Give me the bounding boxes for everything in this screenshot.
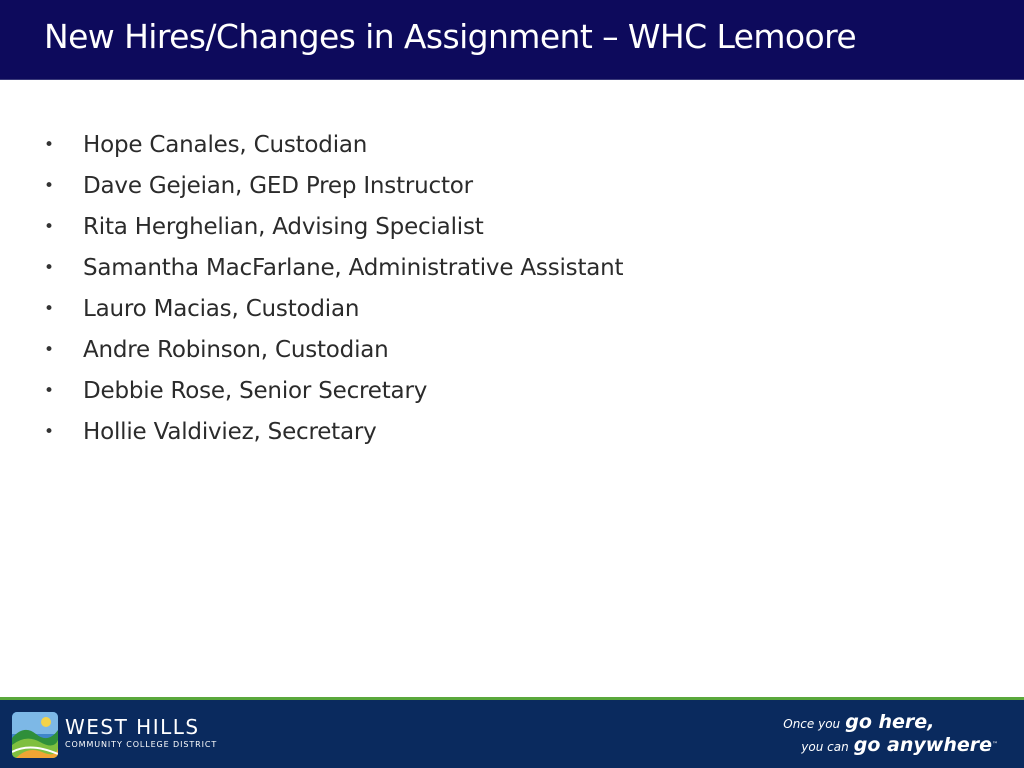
list-item-text: Dave Gejeian, GED Prep Instructor [83,172,473,199]
list-item-text: Rita Herghelian, Advising Specialist [83,213,484,240]
list-item-text: Andre Robinson, Custodian [83,336,389,363]
list-item-text: Lauro Macias, Custodian [83,295,360,322]
list-item [44,411,623,452]
list-item-text: Debbie Rose, Senior Secretary [83,377,428,404]
bullet-list [44,124,623,452]
list-item [44,329,623,370]
bullet-icon: • [44,216,54,237]
tagline-big-2: go anywhere [853,734,992,756]
bullet-icon: • [44,175,54,196]
title-bar [0,0,1024,80]
list-item-text: Samantha MacFarlane, Administrative Assistant [83,254,624,281]
bullet-icon: • [44,257,54,278]
footer-bar [0,700,1024,768]
bullet-icon: • [44,339,54,360]
bullet-icon: • [44,380,54,401]
tagline [783,712,998,758]
logo-subtitle: COMMUNITY COLLEGE DISTRICT [65,740,218,749]
west-hills-logo-icon [12,712,58,758]
list-item [44,206,623,247]
tagline-small-2: you can [801,740,849,754]
list-item [44,288,623,329]
list-item [44,370,623,411]
tagline-big-1: go here, [845,711,935,733]
list-item-text: Hope Canales, Custodian [83,131,368,158]
trademark-symbol: ™ [992,741,998,748]
tagline-line-1 [783,712,998,734]
bullet-icon: • [44,421,54,442]
list-item-text: Hollie Valdiviez, Secretary [83,418,377,445]
list-item [44,124,623,165]
list-item [44,165,623,206]
logo-name: WEST HILLS [65,715,200,739]
bullet-icon: • [44,298,54,319]
list-item [44,247,623,288]
tagline-small-1: Once you [783,717,841,731]
slide-title: New Hires/Changes in Assignment – WHC Lemoore [44,17,857,56]
bullet-icon: • [44,134,54,155]
logo-wordmark [65,717,217,749]
tagline-line-2 [783,734,998,758]
